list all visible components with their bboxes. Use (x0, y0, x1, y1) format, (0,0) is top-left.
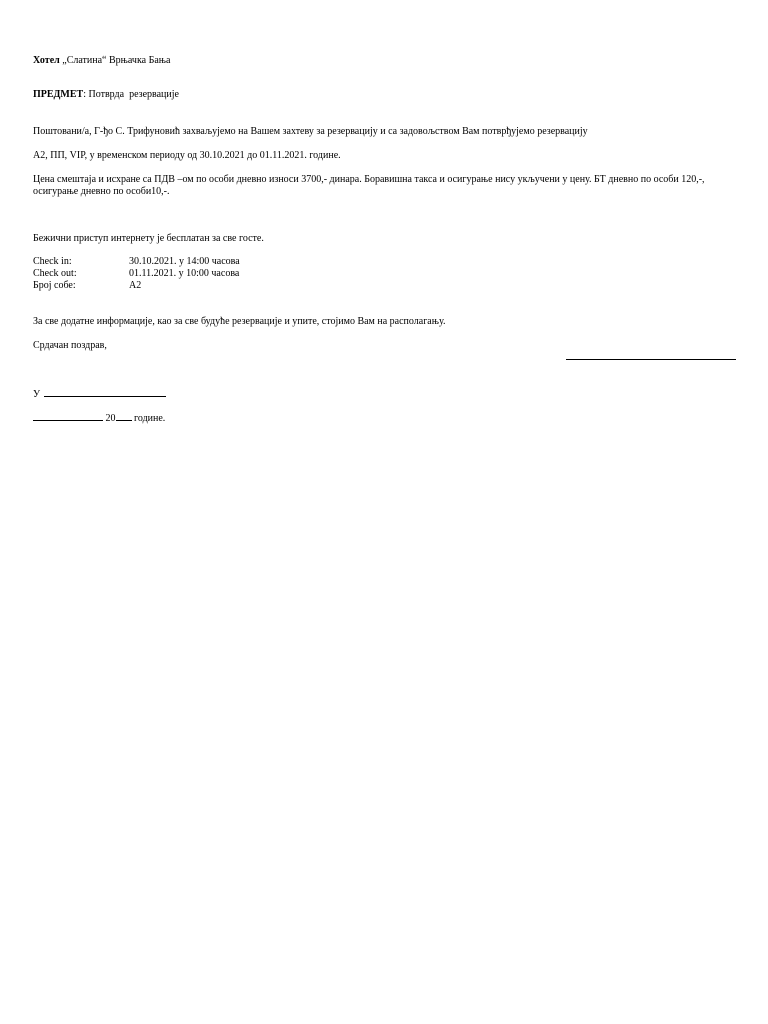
room-period-line: А2, ПП, VIP, у временском периоду од 30.10.2021 до 01.11.2021. године. (33, 150, 341, 161)
subject-text: Потврда резервације (88, 89, 179, 100)
detail-row-check-out (33, 268, 240, 280)
subject-label: ПРЕДМЕТ (33, 89, 84, 100)
detail-label: Број собе: (33, 280, 76, 291)
detail-value: 01.11.2021. у 10:00 часова (129, 268, 240, 279)
place-blank (44, 387, 166, 397)
reservation-details (33, 256, 240, 292)
place-line (33, 387, 166, 401)
detail-label: Check out: (33, 268, 77, 279)
year-blank (116, 411, 132, 421)
hotel-name: „Слатина“ Врњачка Бања (62, 55, 171, 66)
regards-line: Срдачан поздрав, (33, 340, 107, 351)
date-line (33, 411, 165, 425)
year-suffix: године. (134, 413, 166, 424)
greeting-paragraph: Поштовани/а, Г-ђо С. Трифуновић захваљујемо на Вашем захтеву за резервацију и са задовољством Вам потврђујемо резервацију (33, 126, 588, 137)
detail-label: Check in: (33, 256, 72, 267)
place-prefix: У (33, 389, 41, 400)
year-prefix: 20 (105, 413, 116, 424)
detail-value: А2 (129, 280, 142, 291)
detail-row-check-in (33, 256, 240, 268)
hotel-label: Хотел (33, 55, 60, 66)
subject-line (33, 89, 179, 101)
detail-value: 30.10.2021. у 14:00 часова (129, 256, 240, 267)
price-paragraph: Цена смештаја и исхране са ПДВ –ом по особи дневно износи 3700,- динара. Боравишна такса и осигурање нису укључени у цену. БТ дневно по особи 120,-, осигурање дневно по особи10,-. (33, 174, 705, 197)
detail-row-room-number (33, 280, 240, 292)
additional-info-line: За све додатне информације, као за све будуће резервације и упите, стојимо Вам на располагању. (33, 316, 446, 327)
date-blank (33, 411, 103, 421)
wifi-line: Бежични приступ интернету је бесплатан за све госте. (33, 233, 264, 244)
signature-line (566, 359, 736, 360)
hotel-header (33, 55, 170, 67)
subject-colon: : (83, 89, 86, 100)
